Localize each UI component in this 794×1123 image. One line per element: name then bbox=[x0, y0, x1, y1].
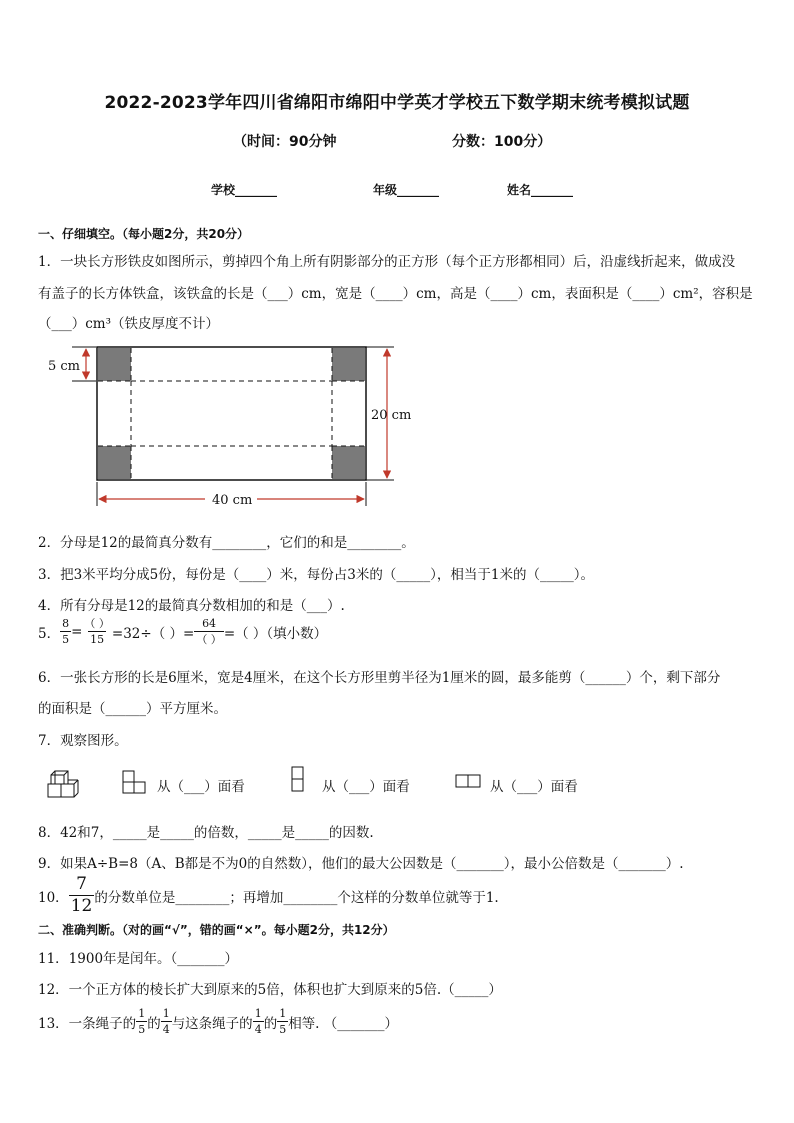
q1-line-1: 1．一块长方形铁皮如图所示，剪掉四个角上所有阴影部分的正方形（每个正方形都相同）后，沿虚线折起来，做成没 bbox=[38, 254, 736, 270]
q3: 3．把3米平均分成5份，每份是（____）米，每份占3米的（_____），相当于1米的（_____）。 bbox=[38, 567, 594, 583]
q13-fraction-b: $\frac{1}{4}$ bbox=[162, 1007, 170, 1036]
q4: 4．所有分母是12的最简真分数相加的和是（___）. bbox=[38, 598, 345, 614]
school-field: 学校_______ bbox=[211, 183, 278, 197]
q7-view-3: 从（___）面看 bbox=[490, 779, 578, 795]
q13-fraction-c: $\frac{1}{4}$ bbox=[254, 1007, 262, 1036]
q13: 13．一条绳子的 $\frac{1}{5}$ 的 $\frac{1}{4}$ 与这条绳子的 $\frac{1}{4}$ 的 $\frac{1}{5}$ 相等. （_______） bbox=[38, 1007, 399, 1036]
q12: 12．一个正方体的棱长扩大到原来的5倍，体积也扩大到原来的5倍.（_____） bbox=[38, 982, 502, 998]
name-field: 姓名_______ bbox=[507, 183, 574, 197]
corner-square-top-right bbox=[332, 348, 365, 381]
label-40cm: 40 cm bbox=[212, 493, 253, 508]
q7-view-vertical-icon bbox=[292, 767, 303, 791]
q7-cube-3d-icon bbox=[48, 771, 78, 797]
q1-line-3: （___）cm³（铁皮厚度不计） bbox=[38, 316, 220, 332]
q10: 10． $\frac{7}{12}$ 的分数单位是________；再增加________个这样的分数单位就等于1. bbox=[38, 874, 499, 916]
q5-fraction-1: $\frac{8}{5}$ bbox=[62, 617, 70, 646]
grade-field: 年级_______ bbox=[373, 183, 440, 197]
fold-lines bbox=[98, 348, 365, 479]
corner-square-top-left bbox=[98, 348, 131, 381]
q9: 9．如果A÷B=8（A、B都是不为0的自然数），他们的最大公因数是（_______），最小公倍数是（_______）. bbox=[38, 856, 684, 872]
q7-title: 7．观察图形。 bbox=[38, 733, 128, 749]
label-20cm: 20 cm bbox=[371, 408, 412, 423]
q10-fraction: $\frac{7}{12}$ bbox=[70, 874, 93, 916]
exam-score: 分数：100分） bbox=[452, 134, 552, 150]
q13-fraction-a: $\frac{1}{5}$ bbox=[138, 1007, 146, 1036]
corner-square-bottom-left bbox=[98, 446, 131, 479]
q6-line-2: 的面积是（______）平方厘米。 bbox=[38, 701, 227, 717]
exam-time: （时间：90分钟 bbox=[233, 134, 337, 150]
page-title: 2022-2023学年四川省绵阳市绵阳中学英才学校五下数学期末统考模拟试题 bbox=[104, 93, 690, 113]
q11: 11．1900年是闰年。（_______） bbox=[38, 951, 239, 967]
q5-fraction-3: $\frac{64}{( )}$ bbox=[196, 617, 222, 646]
q1-line-2: 有盖子的长方体铁盒，该铁盒的长是（___）cm，宽是（____）cm，高是（____）cm，表面积是（____）cm²，容积是 bbox=[38, 286, 753, 302]
q5: 5． $\frac{8}{5}$ = $\frac{( )}{15}$ =32÷（ ）= $\frac{64}{( )}$ =（ ）（填小数） bbox=[38, 617, 328, 646]
q7-view-l-shape-icon bbox=[123, 771, 145, 793]
q7-view-2: 从（___）面看 bbox=[322, 779, 410, 795]
sheet-rect bbox=[97, 347, 366, 480]
label-5cm: 5 cm bbox=[48, 359, 81, 374]
q7-view-horizontal-icon bbox=[456, 775, 480, 787]
q13-fraction-d: $\frac{1}{5}$ bbox=[279, 1007, 287, 1036]
q5-fraction-2: $\frac{( )}{15}$ bbox=[84, 617, 110, 646]
corner-square-bottom-right bbox=[332, 446, 365, 479]
q8: 8．42和7，_____是_____的倍数，_____是_____的因数. bbox=[38, 825, 374, 841]
q2: 2．分母是12的最简真分数有________，它们的和是________。 bbox=[38, 535, 415, 551]
q6-line-1: 6．一张长方形的长是6厘米，宽是4厘米，在这个长方形里剪半径为1厘米的圆，最多能剪（______）个，剩下部分 bbox=[38, 670, 721, 686]
q7-view-1: 从（___）面看 bbox=[157, 779, 245, 795]
section-2-heading: 二、准确判断。（对的画“√”，错的画“×”。每小题2分，共12分） bbox=[38, 923, 395, 937]
section-1-heading: 一、仔细填空。（每小题2分，共20分） bbox=[38, 227, 250, 241]
